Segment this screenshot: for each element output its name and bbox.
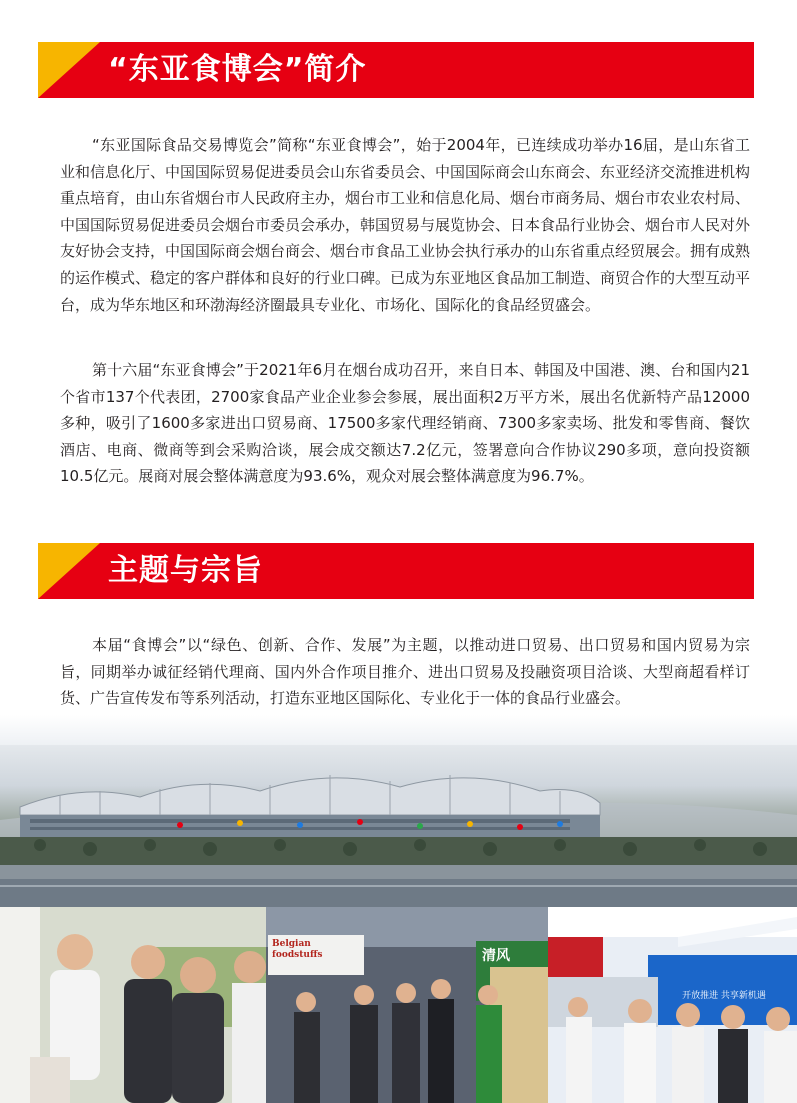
intro-paragraph-2: 第十六届“东亚食博会”于2021年6月在烟台成功召开，来自日本、韩国及中国港、澳、台和国内21个省市137个代表团，2700家食品产业企业参会参展，展出面积2万平方米，展出名优新特产品12000多种，吸引了1600多家进出口贸易商、17500多家代理经销商、7300多家卖场、批发和零售商、餐饮酒店、电商、微商等到会采购洽谈，展会成交额达7.2亿元，签署意向合作协议290多项，意向投资额10.5亿元。展商对展会整体满意度为93.6%，观众对展会整体满意度为96.7%。	[60, 361, 750, 486]
visitor-photo-1	[0, 907, 266, 1103]
booth-sign-qingfeng: 清风	[482, 948, 510, 964]
expo-center-aerial-photo	[0, 745, 797, 907]
section-title-intro: “东亚食博会”简介	[108, 52, 367, 87]
section-banner-theme	[38, 543, 754, 599]
intro-paragraph-1: “东亚国际食品交易博览会”简称“东亚食博会”，始于2004年，已连续成功举办16届，是山东省工业和信息化厅、中国国际贸易促进委员会山东省委员会、中国国际商会山东商会、东亚经济交流推进机构重点培育，由山东省烟台市人民政府主办，烟台市工业和信息化局、烟台市商务局、烟台市农业农村局、中国国际贸易促进委员会烟台市委员会承办，韩国贸易与展览协会、日本食品行业协会、烟台市人民对外友好协会支持，中国国际商会烟台商会、烟台市食品工业协会执行承办的山东省重点经贸展会。拥有成熟的运作模式、稳定的客户群体和良好的行业口碑。已成为东亚地区食品加工制造、商贸合作的大型互动平台，成为华东地区和环渤海经济圈最具专业化、市场化、国际化的食品经贸盛会。	[60, 136, 751, 314]
booth-sign-belgian: Belgian foodstuffs	[272, 939, 323, 960]
visitor-photo-2	[266, 907, 548, 1103]
banner-accent	[38, 42, 100, 98]
booth-banner-text: 开放推进 共享新机遇	[682, 991, 766, 1001]
section-title-theme: 主题与宗旨	[108, 553, 263, 588]
theme-paragraph: 本届“食博会”以“绿色、创新、合作、发展”为主题，以推动进口贸易、出口贸易和国内贸易为宗旨，同期举办诚征经销代理商、国内外合作项目推介、进出口贸易及投融资项目洽谈、大型商超看样订货、广告宣传发布等系列活动，打造东亚地区国际化、专业化于一体的食品行业盛会。	[60, 636, 750, 708]
section-banner-intro	[38, 42, 754, 98]
banner-accent	[38, 543, 100, 599]
visitor-photo-3	[548, 907, 797, 1103]
